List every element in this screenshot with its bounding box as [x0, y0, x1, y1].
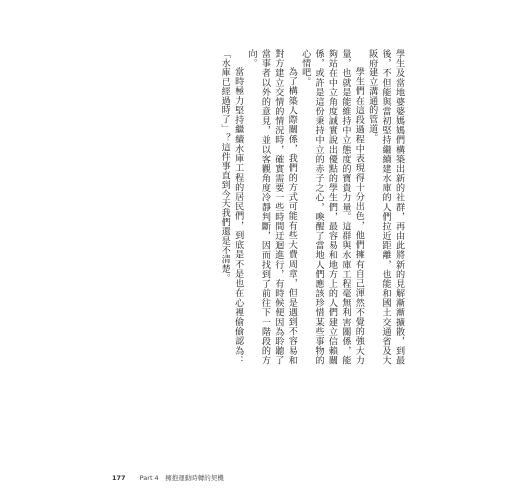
- chapter-title: Part 4 擁抱運動時轉的契機: [139, 474, 224, 482]
- page-number: 177: [112, 474, 126, 482]
- paragraph-2: 學生們在這段過程中表現得十分出色，他們擁有自己渾然不覺的強大力量，也就是能維持中立態度的寶貴力量。這群與水庫工程毫無利害關係，能夠站在中立角度誠實說出優點的學生們，最容易和地方上的人們建立信賴關係，或許是這份秉持中立的赤子之心，喚醒了當地人們應該珍惜某些事物的心情吧。: [300, 49, 364, 365]
- paragraph-1: 學生及當地婆婆媽媽們構築出新的社群，再由此將新的見解漸漸擴散，到最後，不但能與當初堅持繼續建水庫的人們拉近距離，也能和國土交通省及大阪府建立溝通的管道。: [367, 49, 404, 365]
- paragraph-4: 當時極力堅持繼續水庫工程的居民們，到底是不是也在心裡偷偷認為：「水庫已經過時了」？這件事直到今天我們還是不清楚。: [219, 49, 244, 365]
- body-text: [200, 49, 405, 365]
- page-footer: [112, 473, 224, 482]
- paragraph-3: 為了構築人際關係，我們的方式可能有些大費周章，但是遇到不容易和對方建立交情的情況時，確實需要一些時間迂迴進行，有時候便因為聆聽了當事者以外的意見，並以客觀角度冷靜判斷，因而找到了前往下一階段的方向。: [246, 49, 297, 365]
